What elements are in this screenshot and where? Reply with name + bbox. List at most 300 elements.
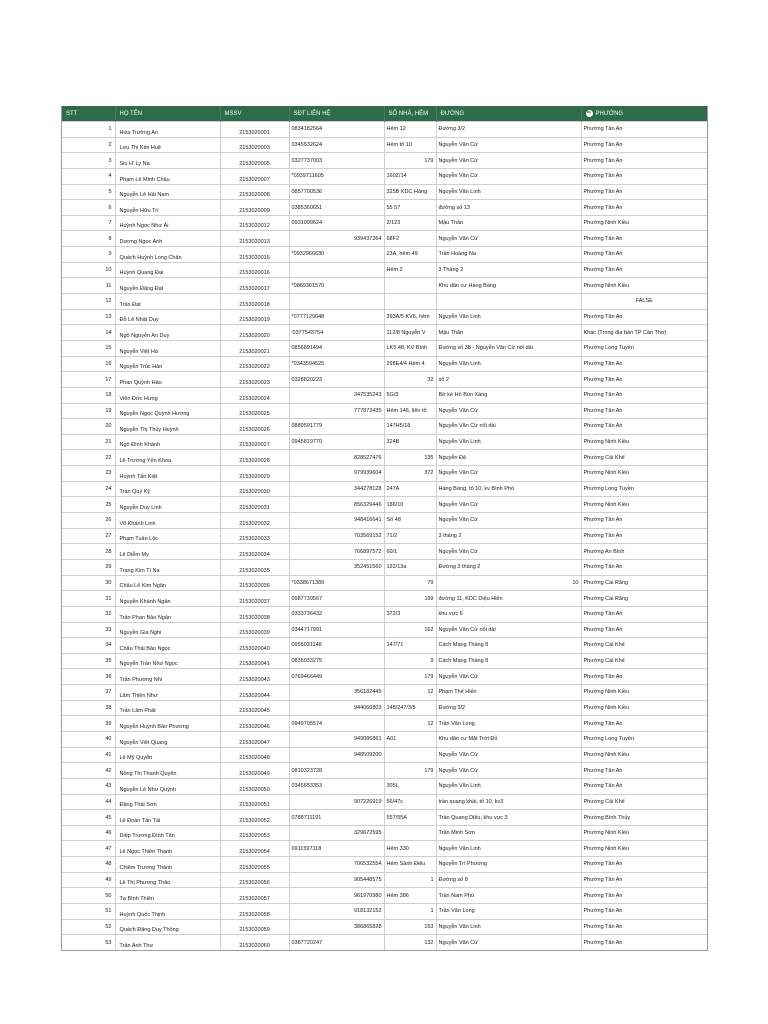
cell-ho-ten[interactable]: Nguyễn Hữu Trí [115, 200, 220, 216]
cell-so-nha[interactable]: 148/247/3/5 [384, 700, 436, 716]
cell-stt[interactable]: 18 [62, 387, 115, 403]
cell-ho-ten[interactable]: Châu Thái Bảo Ngọc [115, 638, 220, 654]
cell-stt[interactable]: 4 [62, 168, 115, 184]
cell-ho-ten[interactable]: Đỗ Lê Nhật Duy [115, 309, 220, 325]
cell-mssv[interactable]: 2153020038 [220, 606, 289, 622]
cell-ho-ten[interactable]: Nguyễn Trúc Hân [115, 356, 220, 372]
cell-sdt[interactable]: 0327737003 [289, 153, 384, 169]
cell-sdt[interactable]: 828527476 [289, 450, 384, 466]
cell-ho-ten[interactable]: Nguyễn Huỳnh Bảo Phương [115, 716, 220, 732]
cell-phuong[interactable]: Phường Cái Khế [581, 794, 707, 810]
cell-sdt[interactable]: *0338671389 [289, 575, 384, 591]
cell-ho-ten[interactable]: Châu Lê Kim Ngân [115, 575, 220, 591]
cell-duong[interactable]: Nguyễn Văn Cừ [436, 168, 581, 184]
cell-phuong[interactable]: Phường Tân An [581, 184, 707, 200]
cell-mssv[interactable]: 2153020027 [220, 434, 289, 450]
cell-so-nha[interactable] [384, 747, 436, 763]
cell-so-nha[interactable]: 160Z/14 [384, 168, 436, 184]
cell-sdt[interactable]: 766897572 [289, 544, 384, 560]
cell-so-nha[interactable] [384, 294, 436, 310]
cell-stt[interactable]: 19 [62, 403, 115, 419]
col-header-so-nha[interactable]: SỐ NHÀ, HẺM [384, 106, 436, 122]
cell-phuong[interactable]: Phường Tân An [581, 137, 707, 153]
cell-sdt[interactable]: 948416641 [289, 513, 384, 529]
cell-phuong[interactable]: Phường Tân An [581, 904, 707, 920]
cell-ho-ten[interactable]: Viên Đức Hưng [115, 387, 220, 403]
cell-sdt[interactable]: *0777129048 [289, 309, 384, 325]
cell-mssv[interactable]: 2153020033 [220, 528, 289, 544]
cell-mssv[interactable]: 2153020031 [220, 497, 289, 513]
cell-sdt[interactable]: 961970980 [289, 888, 384, 904]
cell-sdt[interactable]: 0345653353 [289, 778, 384, 794]
cell-ho-ten[interactable]: Tạ Bình Thiên [115, 888, 220, 904]
cell-phuong[interactable]: Phường Tân An [581, 200, 707, 216]
cell-stt[interactable]: 13 [62, 309, 115, 325]
cell-phuong[interactable]: Phường Tân An [581, 935, 707, 950]
cell-phuong[interactable]: Phường An Bình [581, 544, 707, 560]
cell-so-nha[interactable]: 5G/3 [384, 387, 436, 403]
cell-ho-ten[interactable]: Trần Phương Nhi [115, 669, 220, 685]
cell-stt[interactable]: 25 [62, 497, 115, 513]
cell-mssv[interactable]: 2153020055 [220, 857, 289, 873]
cell-duong[interactable]: Nguyễn Văn Cừ [436, 669, 581, 685]
cell-ho-ten[interactable]: Nguyễn Gia Nghi [115, 622, 220, 638]
cell-duong[interactable]: Trần Hoàng Na [436, 247, 581, 263]
cell-sdt[interactable]: 0911597118 [289, 841, 384, 857]
cell-stt[interactable]: 34 [62, 638, 115, 654]
cell-mssv[interactable]: 2153020026 [220, 419, 289, 435]
cell-mssv[interactable]: 2153020001 [220, 122, 289, 138]
cell-sdt[interactable]: 907226919 [289, 794, 384, 810]
cell-mssv[interactable]: 2153020017 [220, 278, 289, 294]
cell-ho-ten[interactable]: Nông Thị Thanh Quyên [115, 763, 220, 779]
cell-duong[interactable]: Nguyễn Văn Cừ [436, 466, 581, 482]
cell-stt[interactable]: 38 [62, 700, 115, 716]
cell-so-nha[interactable]: Số 48 [384, 513, 436, 529]
cell-phuong[interactable]: Phường Ninh Kiều [581, 700, 707, 716]
cell-duong[interactable]: Khu dân cư Hàng Bàng [436, 278, 581, 294]
cell-stt[interactable]: 35 [62, 653, 115, 669]
cell-sdt[interactable]: 0987739567 [289, 591, 384, 607]
cell-phuong[interactable]: Phường Tân An [581, 872, 707, 888]
cell-mssv[interactable]: 2153020013 [220, 231, 289, 247]
cell-so-nha[interactable]: 132/13a [384, 559, 436, 575]
cell-ho-ten[interactable]: Quách Huỳnh Long Chẩn [115, 247, 220, 263]
cell-stt[interactable]: 29 [62, 559, 115, 575]
cell-so-nha[interactable]: 1 [384, 904, 436, 920]
cell-stt[interactable]: 45 [62, 810, 115, 826]
cell-so-nha[interactable]: Hẻm Sành Điệu [384, 857, 436, 873]
cell-phuong[interactable]: Phường Tân An [581, 262, 707, 278]
cell-stt[interactable]: 28 [62, 544, 115, 560]
cell-so-nha[interactable] [384, 825, 436, 841]
cell-so-nha[interactable]: 372/3 [384, 606, 436, 622]
col-header-ho-ten[interactable]: HỌ TÊN [115, 106, 220, 122]
cell-stt[interactable]: 20 [62, 419, 115, 435]
cell-ho-ten[interactable]: Trang Kim Tí Na [115, 559, 220, 575]
cell-mssv[interactable]: 2153020043 [220, 669, 289, 685]
cell-mssv[interactable]: 2153020059 [220, 919, 289, 935]
cell-mssv[interactable]: 2153020048 [220, 747, 289, 763]
cell-so-nha[interactable]: 79 [384, 575, 436, 591]
cell-sdt[interactable]: 0857700536 [289, 184, 384, 200]
cell-ho-ten[interactable]: Phạm Tuấn Lộc [115, 528, 220, 544]
cell-phuong[interactable]: Phường Tân An [581, 122, 707, 138]
cell-stt[interactable]: 23 [62, 466, 115, 482]
cell-so-nha[interactable]: Hẻm 330 [384, 841, 436, 857]
cell-mssv[interactable]: 2153020056 [220, 872, 289, 888]
cell-ho-ten[interactable]: Huỳnh Quang Đại [115, 262, 220, 278]
cell-duong[interactable]: Nguyễn Văn Cừ [436, 403, 581, 419]
cell-stt[interactable]: 6 [62, 200, 115, 216]
cell-so-nha[interactable]: 1 [384, 872, 436, 888]
cell-so-nha[interactable]: 305L [384, 778, 436, 794]
cell-so-nha[interactable]: Hẻm 386 [384, 888, 436, 904]
cell-ho-ten[interactable]: Dương Ngọc Anh [115, 231, 220, 247]
cell-so-nha[interactable]: 71/2 [384, 528, 436, 544]
cell-stt[interactable]: 36 [62, 669, 115, 685]
cell-sdt[interactable]: 905448575 [289, 872, 384, 888]
cell-stt[interactable]: 21 [62, 434, 115, 450]
cell-so-nha[interactable]: 557/55A [384, 810, 436, 826]
cell-sdt[interactable]: *0939711605 [289, 168, 384, 184]
cell-duong[interactable]: Đường 3/2 [436, 122, 581, 138]
cell-duong[interactable]: Đường 3 tháng 2 [436, 559, 581, 575]
cell-duong[interactable] [436, 294, 581, 310]
cell-sdt[interactable]: 0345532624 [289, 137, 384, 153]
cell-duong[interactable]: Nguyễn Văn Cừ [436, 231, 581, 247]
cell-duong[interactable]: 3 Tháng 2 [436, 262, 581, 278]
cell-mssv[interactable]: 2153020028 [220, 450, 289, 466]
cell-sdt[interactable]: 352451560 [289, 559, 384, 575]
cell-phuong[interactable]: Phường Tân An [581, 513, 707, 529]
cell-duong[interactable]: Cách Mạng Tháng 8 [436, 653, 581, 669]
cell-ho-ten[interactable]: Nguyễn Lê Hải Nam [115, 184, 220, 200]
cell-duong[interactable]: Nguyễn Văn Cừ [436, 935, 581, 950]
cell-sdt[interactable]: 386865828 [289, 919, 384, 935]
cell-sdt[interactable]: 329672595 [289, 825, 384, 841]
cell-stt[interactable]: 30 [62, 575, 115, 591]
cell-sdt[interactable]: 0769466449 [289, 669, 384, 685]
cell-stt[interactable]: 12 [62, 294, 115, 310]
cell-stt[interactable]: 5 [62, 184, 115, 200]
cell-mssv[interactable]: 2153020016 [220, 262, 289, 278]
cell-stt[interactable]: 37 [62, 685, 115, 701]
col-header-duong[interactable]: ĐƯỜNG [436, 106, 581, 122]
cell-ho-ten[interactable]: Nguyễn Duy Linh [115, 497, 220, 513]
cell-phuong[interactable]: Phường Cái Răng [581, 575, 707, 591]
cell-mssv[interactable]: 2153020040 [220, 638, 289, 654]
cell-duong[interactable]: Trần Nam Phú [436, 888, 581, 904]
cell-stt[interactable]: 24 [62, 481, 115, 497]
cell-ho-ten[interactable]: Đặng Thái Sơn [115, 794, 220, 810]
cell-duong[interactable]: Đường số 38 - Nguyễn Văn Cừ nối dài [436, 340, 581, 356]
cell-phuong[interactable]: Phường Tân An [581, 919, 707, 935]
cell-ho-ten[interactable]: Lê Ngọc Thiên Thanh [115, 841, 220, 857]
cell-duong[interactable]: Nguyễn Văn Linh [436, 184, 581, 200]
cell-duong[interactable]: Nguyễn Văn Cừ [436, 137, 581, 153]
cell-so-nha[interactable]: 298E4/4 Hẻm 4 [384, 356, 436, 372]
cell-mssv[interactable]: 2153020049 [220, 763, 289, 779]
cell-mssv[interactable]: 2153020046 [220, 716, 289, 732]
cell-mssv[interactable]: 2153020037 [220, 591, 289, 607]
cell-sdt[interactable]: 0333736432 [289, 606, 384, 622]
cell-phuong[interactable]: Phường Tân An [581, 153, 707, 169]
cell-so-nha[interactable]: 135 [384, 450, 436, 466]
cell-duong[interactable]: đường số 13 [436, 200, 581, 216]
cell-so-nha[interactable]: 325B KDC Hàng [384, 184, 436, 200]
cell-stt[interactable]: 47 [62, 841, 115, 857]
cell-so-nha[interactable]: 162 [384, 622, 436, 638]
cell-phuong[interactable]: Phường Cái Khế [581, 653, 707, 669]
cell-mssv[interactable]: 2153020021 [220, 340, 289, 356]
cell-sdt[interactable]: 0949705574 [289, 716, 384, 732]
cell-sdt[interactable] [289, 294, 384, 310]
cell-ho-ten[interactable]: Siu H' Ly Na [115, 153, 220, 169]
cell-so-nha[interactable]: 179 [384, 763, 436, 779]
cell-duong[interactable]: 10 [436, 575, 581, 591]
cell-ho-ten[interactable]: Lê Trương Yến Khoa [115, 450, 220, 466]
cell-phuong[interactable]: Phường Tân An [581, 419, 707, 435]
cell-mssv[interactable]: 2153020030 [220, 481, 289, 497]
cell-mssv[interactable]: 2153020044 [220, 685, 289, 701]
cell-phuong[interactable]: Phường Ninh Kiều [581, 278, 707, 294]
cell-ho-ten[interactable]: Trần Phan Bảo Ngân [115, 606, 220, 622]
cell-stt[interactable]: 32 [62, 606, 115, 622]
col-header-stt[interactable]: STT [62, 106, 115, 122]
cell-so-nha[interactable]: 199 [384, 591, 436, 607]
cell-phuong[interactable]: Phường Long Tuyền [581, 731, 707, 747]
cell-so-nha[interactable]: 147H5/18 [384, 419, 436, 435]
cell-so-nha[interactable]: 393A/5 KV6, hẻm [384, 309, 436, 325]
cell-phuong[interactable]: Phường Ninh Kiều [581, 841, 707, 857]
cell-so-nha[interactable]: 147/71 [384, 638, 436, 654]
cell-stt[interactable]: 10 [62, 262, 115, 278]
cell-sdt[interactable]: 706532554 [289, 857, 384, 873]
cell-phuong[interactable]: Phường Long Tuyền [581, 481, 707, 497]
cell-duong[interactable]: Bờ kè Hồ Bún Xáng [436, 387, 581, 403]
cell-duong[interactable]: khu vực 6 [436, 606, 581, 622]
cell-stt[interactable]: 1 [62, 122, 115, 138]
cell-so-nha[interactable]: 23A, hẻm 49 [384, 247, 436, 263]
cell-duong[interactable]: Nguyễn Văn Cừ nối dài [436, 419, 581, 435]
col-header-phuong[interactable] [581, 106, 707, 122]
cell-sdt[interactable]: 0819323728 [289, 763, 384, 779]
cell-sdt[interactable]: 703569152 [289, 528, 384, 544]
cell-phuong[interactable]: Phường Ninh Kiều [581, 825, 707, 841]
cell-stt[interactable]: 49 [62, 872, 115, 888]
cell-mssv[interactable]: 2153020032 [220, 513, 289, 529]
cell-ho-ten[interactable]: Trần Lâm Phát [115, 700, 220, 716]
cell-duong[interactable]: Nguyễn Văn Cừ nối dài [436, 622, 581, 638]
cell-phuong[interactable]: Phường Cái Răng [581, 591, 707, 607]
cell-duong[interactable]: Đường 3/2 [436, 700, 581, 716]
cell-mssv[interactable]: 2153020052 [220, 810, 289, 826]
cell-mssv[interactable]: 2153020047 [220, 731, 289, 747]
cell-ho-ten[interactable]: Lê Thị Phương Thảo [115, 872, 220, 888]
cell-so-nha[interactable]: 55 57 [384, 200, 436, 216]
cell-duong[interactable]: số 2 [436, 372, 581, 388]
cell-ho-ten[interactable]: Lưu Thị Kim Huệ [115, 137, 220, 153]
cell-stt[interactable]: 52 [62, 919, 115, 935]
cell-stt[interactable]: 8 [62, 231, 115, 247]
cell-so-nha[interactable]: Hẻm 2 [384, 262, 436, 278]
cell-phuong[interactable]: Phường Tân An [581, 387, 707, 403]
cell-sdt[interactable]: *0869361570 [289, 278, 384, 294]
cell-sdt[interactable]: 344278128 [289, 481, 384, 497]
cell-stt[interactable]: 11 [62, 278, 115, 294]
cell-duong[interactable]: Đường số 8 [436, 872, 581, 888]
cell-stt[interactable]: 31 [62, 591, 115, 607]
cell-ho-ten[interactable]: Trần Quý Kỳ [115, 481, 220, 497]
cell-phuong[interactable]: Phường Tân An [581, 403, 707, 419]
cell-phuong[interactable]: Phường Tân An [581, 247, 707, 263]
cell-phuong[interactable]: Phường Bình Thủy [581, 810, 707, 826]
cell-stt[interactable]: 27 [62, 528, 115, 544]
cell-sdt[interactable] [289, 262, 384, 278]
cell-duong[interactable]: Nguyễn Văn Cừ [436, 497, 581, 513]
cell-duong[interactable]: Nguyễn Văn Cừ [436, 153, 581, 169]
cell-stt[interactable]: 15 [62, 340, 115, 356]
cell-mssv[interactable]: 2153020009 [220, 200, 289, 216]
cell-duong[interactable]: Nguyễn Trí Phương [436, 857, 581, 873]
cell-sdt[interactable]: 0955031148 [289, 638, 384, 654]
cell-sdt[interactable]: *0343594525 [289, 356, 384, 372]
cell-ho-ten[interactable]: Hứa Trường An [115, 122, 220, 138]
cell-sdt[interactable]: 948509200 [289, 747, 384, 763]
cell-phuong[interactable]: FALSE [581, 294, 707, 310]
cell-ho-ten[interactable]: Nguyễn Việt Quang [115, 731, 220, 747]
cell-phuong[interactable]: Phường Tân An [581, 778, 707, 794]
cell-ho-ten[interactable]: Nguyễn Việt Hà [115, 340, 220, 356]
cell-stt[interactable]: 14 [62, 325, 115, 341]
cell-sdt[interactable]: 856329446 [289, 497, 384, 513]
cell-stt[interactable]: 51 [62, 904, 115, 920]
cell-duong[interactable]: Trần Minh Sơn [436, 825, 581, 841]
cell-mssv[interactable]: 2153020005 [220, 153, 289, 169]
cell-duong[interactable]: Trần Quang Diệu, khu vực 3 [436, 810, 581, 826]
cell-mssv[interactable]: 2153020036 [220, 575, 289, 591]
cell-sdt[interactable]: 0931099624 [289, 215, 384, 231]
cell-duong[interactable]: Nguyễn Văn Linh [436, 309, 581, 325]
cell-sdt[interactable]: 918132152 [289, 904, 384, 920]
cell-ho-ten[interactable]: Phan Quỳnh Hảo [115, 372, 220, 388]
cell-so-nha[interactable]: Hẻm 146, liên tổ [384, 403, 436, 419]
cell-phuong[interactable]: Phường Ninh Kiều [581, 685, 707, 701]
cell-phuong[interactable]: Phường Ninh Kiều [581, 466, 707, 482]
cell-phuong[interactable]: Phường Tân An [581, 231, 707, 247]
cell-so-nha[interactable]: 12 [384, 685, 436, 701]
cell-ho-ten[interactable]: Trần Anh Thư [115, 935, 220, 950]
cell-phuong[interactable]: Phường Long Tuyền [581, 340, 707, 356]
cell-mssv[interactable]: 2153020060 [220, 935, 289, 950]
cell-duong[interactable]: Nguyễn Văn Cừ [436, 513, 581, 529]
cell-ho-ten[interactable]: Võ Khánh Linh [115, 513, 220, 529]
cell-sdt[interactable]: 0889591779 [289, 419, 384, 435]
cell-so-nha[interactable]: 132 [384, 935, 436, 950]
cell-mssv[interactable]: 2153020053 [220, 825, 289, 841]
cell-phuong[interactable]: Phường Ninh Kiều [581, 497, 707, 513]
cell-mssv[interactable]: 2153020015 [220, 247, 289, 263]
cell-duong[interactable]: trần quang khải, tổ 10, kv3 [436, 794, 581, 810]
cell-duong[interactable]: Phạm Thế Hiển [436, 685, 581, 701]
cell-sdt[interactable]: 0344717991 [289, 622, 384, 638]
cell-phuong[interactable]: Phường Ninh Kiều [581, 215, 707, 231]
cell-phuong[interactable]: Phường Cái Khế [581, 450, 707, 466]
cell-duong[interactable]: Nguyễn Văn Linh [436, 919, 581, 935]
cell-ho-ten[interactable]: Nguyễn Trần Như Ngọc [115, 653, 220, 669]
cell-stt[interactable]: 7 [62, 215, 115, 231]
cell-duong[interactable]: Nguyễn Văn Linh [436, 841, 581, 857]
cell-stt[interactable]: 48 [62, 857, 115, 873]
cell-duong[interactable]: Hàng Bàng, tổ 10, kv Bình Phó [436, 481, 581, 497]
cell-stt[interactable]: 39 [62, 716, 115, 732]
cell-so-nha[interactable]: A01 [384, 731, 436, 747]
sort-toggle-icon[interactable]: ⇆ [586, 109, 592, 116]
cell-duong[interactable]: Nguyễn Văn Cừ [436, 544, 581, 560]
cell-so-nha[interactable] [384, 278, 436, 294]
cell-phuong[interactable]: Phường Tân An [581, 356, 707, 372]
cell-sdt[interactable]: 777873435 [289, 403, 384, 419]
cell-so-nha[interactable]: 60/1 [384, 544, 436, 560]
cell-so-nha[interactable]: 56/47c [384, 794, 436, 810]
cell-sdt[interactable]: 0856891494 [289, 340, 384, 356]
cell-so-nha[interactable]: 68F2 [384, 231, 436, 247]
cell-mssv[interactable]: 2153020045 [220, 700, 289, 716]
cell-ho-ten[interactable]: Diệp Trương Đình Tân [115, 825, 220, 841]
cell-ho-ten[interactable]: Chiêm Trương Thành [115, 857, 220, 873]
cell-phuong[interactable]: Phường Tân An [581, 622, 707, 638]
cell-sdt[interactable]: 949086861 [289, 731, 384, 747]
cell-stt[interactable]: 53 [62, 935, 115, 950]
cell-ho-ten[interactable]: Huỳnh Quốc Thịnh [115, 904, 220, 920]
cell-ho-ten[interactable]: Ngô Đình Khánh [115, 434, 220, 450]
cell-so-nha[interactable]: 32 [384, 372, 436, 388]
cell-phuong[interactable]: Phường Tân An [581, 669, 707, 685]
cell-stt[interactable]: 3 [62, 153, 115, 169]
cell-duong[interactable]: 3 tháng 2 [436, 528, 581, 544]
cell-stt[interactable]: 16 [62, 356, 115, 372]
cell-so-nha[interactable]: 324B [384, 434, 436, 450]
cell-ho-ten[interactable]: Nguyễn Lê Như Quỳnh [115, 778, 220, 794]
cell-sdt[interactable]: 939437364 [289, 231, 384, 247]
cell-ho-ten[interactable]: Nguyễn Thị Thúy Huỳnh [115, 419, 220, 435]
cell-duong[interactable]: Mậu Thân [436, 215, 581, 231]
cell-so-nha[interactable]: Hẻm 12 [384, 122, 436, 138]
cell-duong[interactable]: Cách Mạng Tháng 8 [436, 638, 581, 654]
cell-mssv[interactable]: 2153020025 [220, 403, 289, 419]
cell-sdt[interactable]: 944060803 [289, 700, 384, 716]
cell-phuong[interactable]: Phường Tân An [581, 168, 707, 184]
cell-ho-ten[interactable]: Huỳnh Tấn Kiệt [115, 466, 220, 482]
cell-ho-ten[interactable]: Phạm Lê Minh Châu [115, 168, 220, 184]
cell-phuong[interactable]: Phường Tân An [581, 559, 707, 575]
cell-sdt[interactable]: 0328820223 [289, 372, 384, 388]
cell-mssv[interactable]: 2153020003 [220, 137, 289, 153]
cell-stt[interactable]: 40 [62, 731, 115, 747]
cell-phuong[interactable]: Phường Tân An [581, 606, 707, 622]
cell-phuong[interactable]: Phường Ninh Kiều [581, 747, 707, 763]
cell-ho-ten[interactable]: Nguyễn Đăng Đạt [115, 278, 220, 294]
cell-stt[interactable]: 43 [62, 778, 115, 794]
cell-ho-ten[interactable]: Lâm Thiện Như [115, 685, 220, 701]
cell-stt[interactable]: 46 [62, 825, 115, 841]
cell-phuong[interactable]: Phường Ninh Kiều [581, 434, 707, 450]
cell-mssv[interactable]: 2153020034 [220, 544, 289, 560]
cell-duong[interactable]: Nguyễn Văn Linh [436, 434, 581, 450]
cell-sdt[interactable]: 979939604 [289, 466, 384, 482]
cell-duong[interactable]: Mậu Thân [436, 325, 581, 341]
